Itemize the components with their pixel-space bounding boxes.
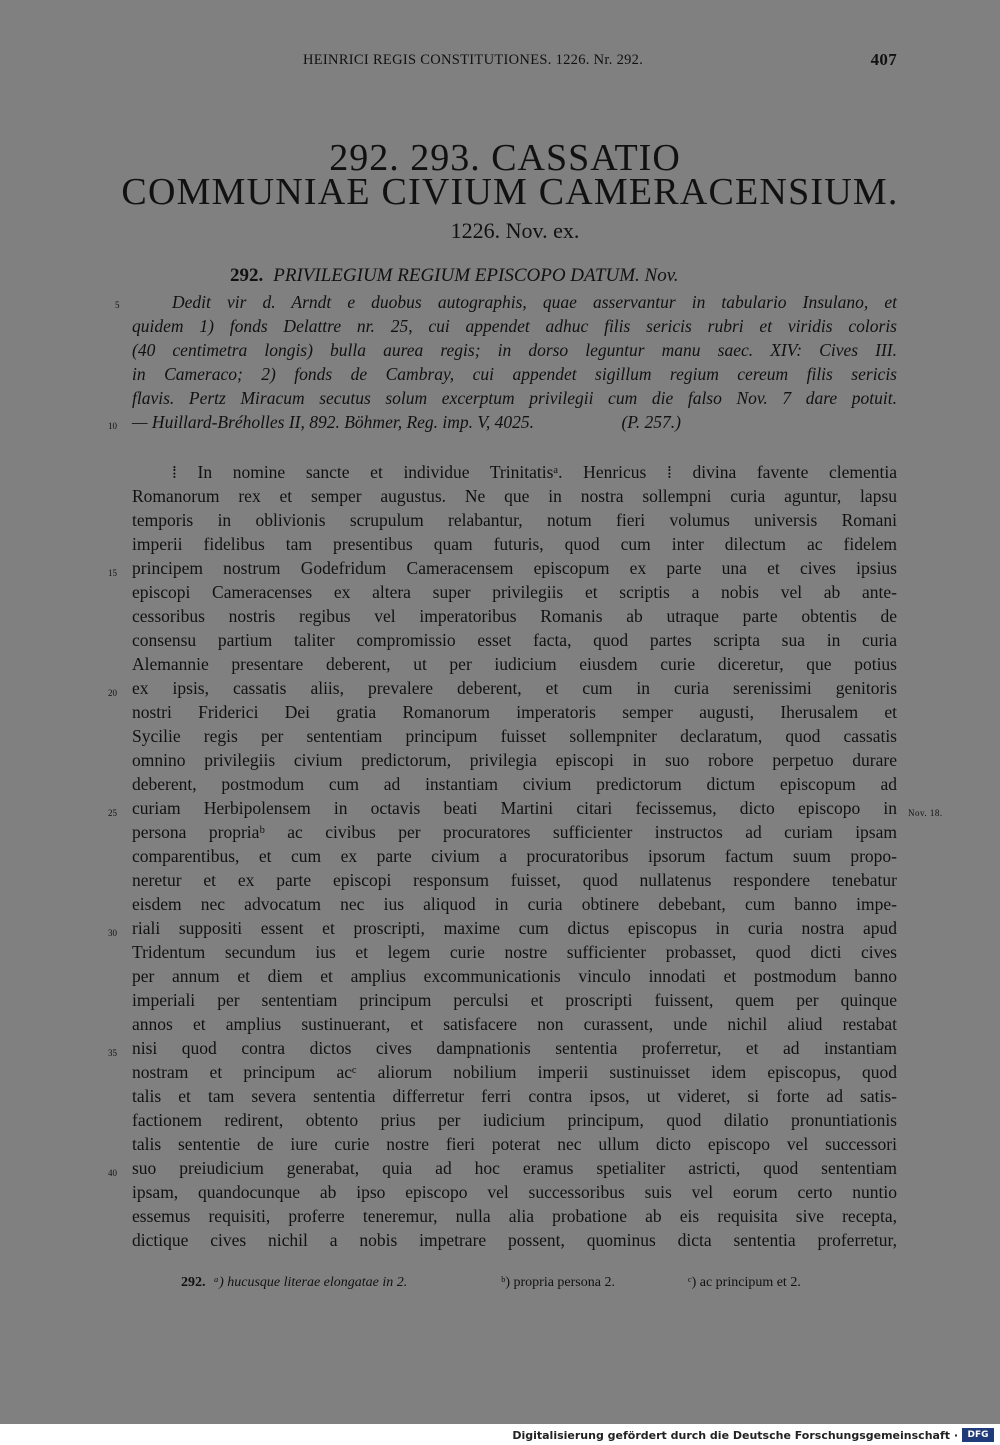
funding-credit: Digitalisierung gefördert durch die Deutsche Forschungsgemeinschaft · xyxy=(512,1429,958,1442)
footnote-c: ᶜ) ac principum et 2. xyxy=(688,1275,801,1290)
intro-line: (40 centimetra longis) bulla aurea regis; in dorso leguntur manu saec. XIV: Cives III. xyxy=(132,340,897,360)
line-number: 40 xyxy=(108,1168,117,1178)
running-head xyxy=(300,50,900,72)
body-line: ipsam, quandocunque ab ipso episcopo vel successoribus suis vel eorum certo nuntio xyxy=(132,1182,897,1202)
margin-date-note: Nov. 18. xyxy=(908,808,943,818)
line-number: 10 xyxy=(108,421,117,431)
body-line: per annum et diem et amplius excommunicationis vinculo innodati et postmodum banno xyxy=(132,966,897,986)
dfg-logo: DFG xyxy=(962,1428,994,1442)
body-line: Sycilie regis per sententiam principum fuisset sollempniter declaratum, quod cassatis xyxy=(132,726,897,746)
body-line: cessoribus nostris regibus vel imperatoribus Romanis ab utraque parte obtentis de xyxy=(132,606,897,626)
body-line: comparentibus, et cum ex parte civium a procuratoribus ipsorum factum suum propo- xyxy=(132,846,897,866)
section-subheading xyxy=(230,265,830,287)
footnote-a-text: ᵃ) hucusque literae elongatae in 2. xyxy=(213,1275,408,1290)
footnotes xyxy=(181,1275,861,1295)
body-line: persona propriaᵇ ac civibus per procuratores sufficienter instructos ad curiam ipsam xyxy=(132,822,897,842)
page-number: 407 xyxy=(870,50,897,69)
body-line: dictique cives nichil a nobis impetrare possent, quominus dicta sententia proferretur, xyxy=(132,1230,897,1250)
footnote-b: ᵇ) propria persona 2. xyxy=(501,1275,615,1290)
body-line: Tridentum secundum ius et legem curie nostre sufficienter probasset, quod dicti cives xyxy=(132,942,897,962)
document-date: 1226. Nov. ex. xyxy=(450,218,580,243)
line-number: 30 xyxy=(108,928,117,938)
body-line: principem nostrum Godefridum Cameracensem episcopum ex parte una et cives ipsius xyxy=(132,558,897,578)
running-head-title: HEINRICI REGIS CONSTITUTIONES. 1226. Nr. 292. xyxy=(303,52,644,68)
body-line: temporis in oblivionis scrupulum relabantur, notum fieri volumus universis Romani xyxy=(132,510,897,530)
section-title: PRIVILEGIUM REGIUM EPISCOPO DATUM. Nov. xyxy=(273,265,679,286)
body-line: nostri Friderici Dei gratia Romanorum imperatoris semper augusti, Iherusalem et xyxy=(132,702,897,722)
body-line: deberent, postmodum cum ad instantiam civium predictorum dictum episcopum ad xyxy=(132,774,897,794)
intro-line: quidem 1) fonds Delattre nr. 25, cui appendet adhuc filis sericis rubri et viridis coloris xyxy=(132,316,897,336)
footer-bar xyxy=(0,1426,1000,1445)
body-line: imperii fidelibus tam presentibus quam futuris, quod cum inter dilectum ac fidelem xyxy=(132,534,897,554)
intro-line: flavis. Pertz Miracum secutus solum excerptum privilegii cum die falso Nov. 7 dare potuit. xyxy=(132,388,897,408)
body-line: factionem redirent, obtento prius per iudicium principum, quod dilatio pronuntiationis xyxy=(132,1110,897,1130)
line-number: 15 xyxy=(108,568,117,578)
body-line: omnino privilegiis civium predictorum, privilegia episcopi in suo robore perpetuo durare xyxy=(132,750,897,770)
body-line: ⁞ In nomine sancte et individue Trinitatisᵃ. Henricus ⁞ divina favente clementia xyxy=(172,462,897,482)
document-title-line2: COMMUNIAE CIVIUM CAMERACENSIUM. xyxy=(121,171,899,213)
body-line: ex ipsis, cassatis aliis, prevalere deberent, et cum in curia serenissimi genitoris xyxy=(132,678,897,698)
intro-line: — Huillard-Bréholles II, 892. Böhmer, Reg. imp. V, 4025. (P. 257.) xyxy=(132,412,681,432)
line-number: 5 xyxy=(115,300,120,310)
body-line: annos et amplius sustinuerant, et satisfacere non curassent, unde nichil aliud restabat xyxy=(132,1014,897,1034)
body-line: neretur et ex parte episcopi responsum fuisset, quod nullatenus respondere tenebatur xyxy=(132,870,897,890)
body-line: nostram et principum acᶜ aliorum nobilium imperii sustinuisset idem episcopus, quod xyxy=(132,1062,897,1082)
body-line: curiam Herbipolensem in octavis beati Martini citari fecissemus, dicto episcopo in xyxy=(132,798,897,818)
footnote-section-number: 292. xyxy=(181,1275,206,1290)
line-number: 35 xyxy=(108,1048,117,1058)
document-title-line1: 292. 293. CASSATIO xyxy=(329,137,681,179)
body-line: eisdem nec advocatum nec ius aliquod in curia obtinere debebant, cum banno impe- xyxy=(132,894,897,914)
line-number: 20 xyxy=(108,688,117,698)
body-line: talis sententie de iure curie nostre fieri poterat nec ullum dicto episcopo vel successori xyxy=(132,1134,897,1154)
body-line: consensu partium taliter compromissio esset facta, quod partes scripta sua in curia xyxy=(132,630,897,650)
footnote-a xyxy=(181,1275,407,1291)
line-number: 25 xyxy=(108,808,117,818)
body-line: episcopi Cameracenses ex altera super privilegiis et scriptis a nobis vel ab ante- xyxy=(132,582,897,602)
body-line: talis et tam severa sententia differretur ferri contra ipsos, ut videret, si forte ad satis- xyxy=(132,1086,897,1106)
body-line: essemus requisiti, proferre teneremur, nulla alia probatione ab eis requisita sive recepta, xyxy=(132,1206,897,1226)
intro-line: Dedit vir d. Arndt e duobus autographis, quae asservantur in tabulario Insulano, et xyxy=(172,292,897,312)
body-line: imperiali per sententiam principum perculsi et proscripti fuissent, quem per quinque xyxy=(132,990,897,1010)
body-line: nisi quod contra dictos cives dampnationis sententia proferretur, et ad instantiam xyxy=(132,1038,897,1058)
body-line: riali suppositi essent et proscripti, maxime cum dictus episcopus in curia nostra apud xyxy=(132,918,897,938)
intro-line: in Cameraco; 2) fonds de Cambray, cui appendet sigillum regium cereum filis sericis xyxy=(132,364,897,384)
body-line: Romanorum rex et semper augustus. Ne que in nostra sollempni curia aguntur, lapsu xyxy=(132,486,897,506)
body-line: suo preiudicium generabat, quia ad hoc eramus spetialiter astricti, quod sententiam xyxy=(132,1158,897,1178)
section-number: 292. xyxy=(230,265,264,286)
body-line: Alemannie presentare deberent, ut per iudicium eiusdem curie diceretur, que potius xyxy=(132,654,897,674)
